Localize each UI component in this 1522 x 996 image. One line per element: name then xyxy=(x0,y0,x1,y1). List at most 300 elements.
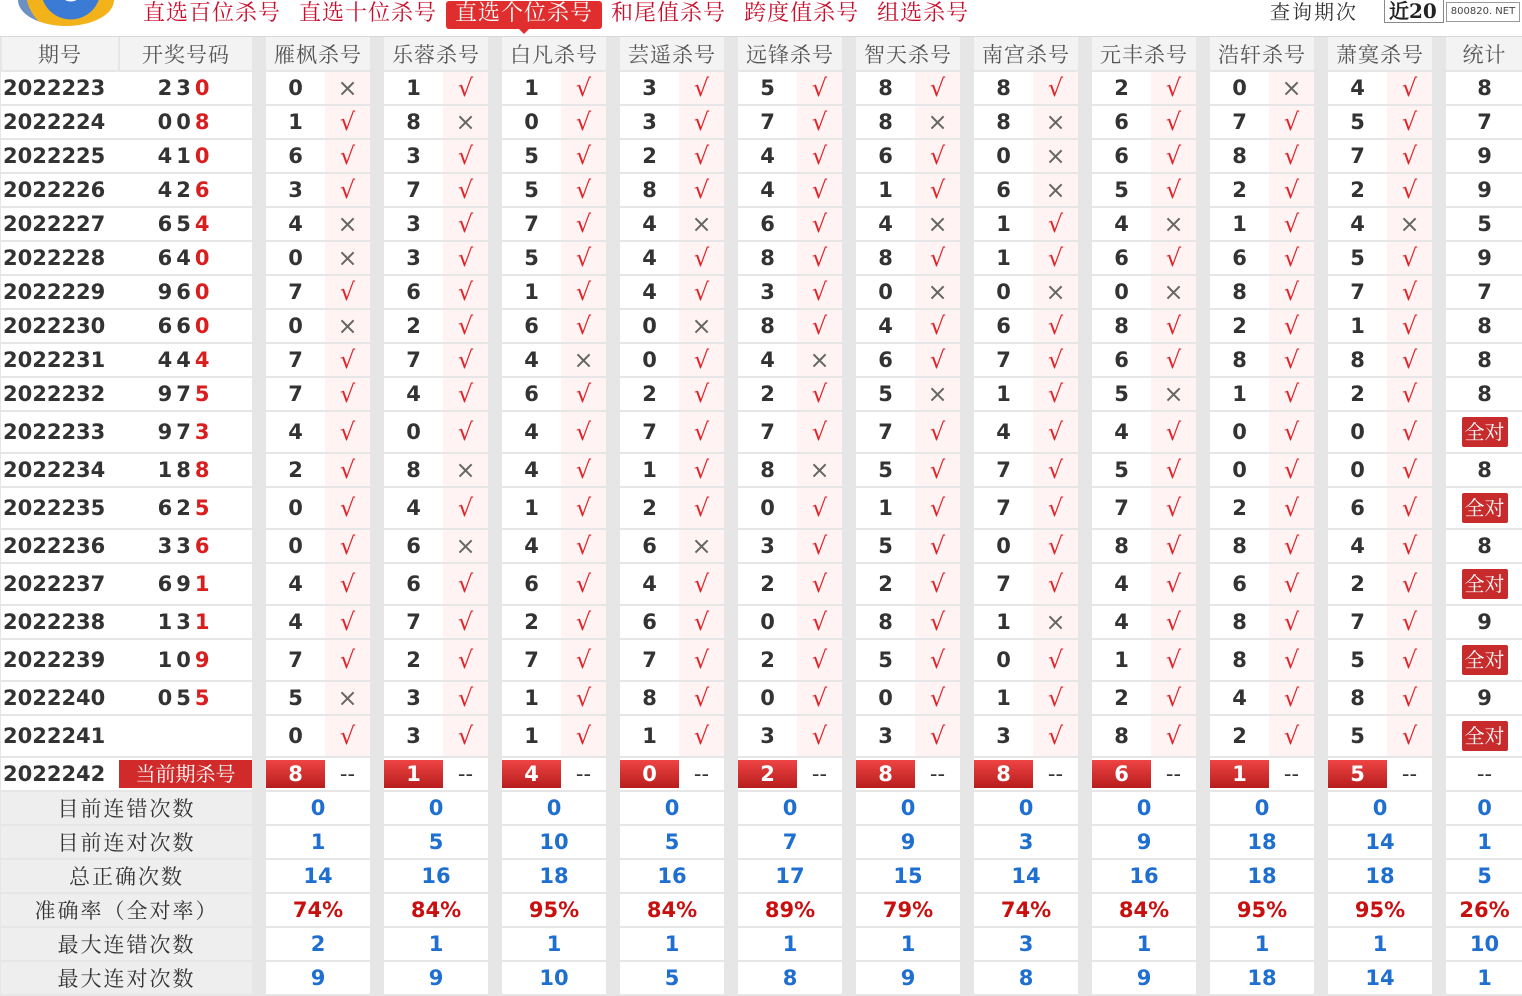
summary-value: 2 xyxy=(259,927,377,961)
kill-number: 3 xyxy=(731,529,797,563)
summary-value: 1 xyxy=(495,927,613,961)
correct-mark: √ xyxy=(1269,563,1321,605)
kill-number-table xyxy=(0,37,1522,996)
kill-number-table-container xyxy=(0,37,1522,996)
correct-mark: √ xyxy=(443,343,495,377)
correct-mark: √ xyxy=(797,487,849,529)
summary-value: 9 xyxy=(259,961,377,995)
correct-mark: √ xyxy=(325,453,377,487)
current-kill-value: 8 xyxy=(974,760,1033,788)
kill-number: 2 xyxy=(1203,173,1269,207)
column-header: 萧寞杀号 xyxy=(1321,37,1439,71)
correct-mark: √ xyxy=(797,411,849,453)
correct-mark: √ xyxy=(443,605,495,639)
column-header: 远锋杀号 xyxy=(731,37,849,71)
kill-number: 7 xyxy=(967,453,1033,487)
correct-mark: √ xyxy=(915,241,967,275)
current-kill-number xyxy=(377,757,443,791)
correct-mark: √ xyxy=(915,639,967,681)
draw-digit: 2 xyxy=(157,76,177,100)
current-kill-number xyxy=(613,757,679,791)
correct-mark: √ xyxy=(1387,173,1439,207)
draw-number-cell xyxy=(119,681,259,715)
current-kill-value: 0 xyxy=(620,760,679,788)
kill-number: 2 xyxy=(1321,173,1387,207)
wrong-mark: × xyxy=(1151,207,1203,241)
correct-mark: √ xyxy=(1151,605,1203,639)
draw-digit: 1 xyxy=(157,610,177,634)
correct-mark: √ xyxy=(1387,411,1439,453)
draw-digit: 3 xyxy=(157,534,177,558)
pending-placeholder: -- xyxy=(1439,757,1522,791)
correct-mark: √ xyxy=(1387,715,1439,757)
summary-value: 5 xyxy=(1439,859,1522,893)
kill-number: 3 xyxy=(377,207,443,241)
correct-mark: √ xyxy=(561,487,613,529)
correct-mark: √ xyxy=(679,105,731,139)
kill-number: 3 xyxy=(613,71,679,105)
pending-placeholder: -- xyxy=(679,757,731,791)
summary-value: 1 xyxy=(1439,961,1522,995)
correct-mark: √ xyxy=(1387,563,1439,605)
stat-cell xyxy=(1439,563,1522,605)
kill-number: 8 xyxy=(849,105,915,139)
correct-mark: √ xyxy=(797,309,849,343)
current-kill-value: 2 xyxy=(738,760,797,788)
wrong-mark: × xyxy=(325,309,377,343)
kill-number: 0 xyxy=(613,309,679,343)
draw-number-cell xyxy=(119,207,259,241)
correct-mark: √ xyxy=(797,71,849,105)
tab-tens-kill[interactable]: 直选十位杀号 xyxy=(299,1,438,26)
summary-value: 10 xyxy=(495,961,613,995)
kill-number: 5 xyxy=(1321,715,1387,757)
draw-number-cell xyxy=(119,139,259,173)
kill-number: 1 xyxy=(613,453,679,487)
kill-number: 4 xyxy=(731,343,797,377)
kill-number: 6 xyxy=(495,563,561,605)
draw-digit: 6 xyxy=(157,212,177,236)
wrong-mark: × xyxy=(797,343,849,377)
wrong-mark: × xyxy=(1151,377,1203,411)
correct-mark: √ xyxy=(797,681,849,715)
correct-mark: √ xyxy=(1269,487,1321,529)
correct-mark: √ xyxy=(561,309,613,343)
table-row xyxy=(1,377,1522,411)
kill-number: 5 xyxy=(1321,241,1387,275)
kill-number: 3 xyxy=(377,139,443,173)
draw-digit: 8 xyxy=(176,458,195,482)
summary-value: 0 xyxy=(1321,791,1439,825)
summary-value: 0 xyxy=(495,791,613,825)
units-digit: 4 xyxy=(194,212,214,236)
correct-mark: √ xyxy=(679,377,731,411)
column-header: 雁枫杀号 xyxy=(259,37,377,71)
kill-number: 7 xyxy=(259,275,325,309)
draw-number-cell xyxy=(119,453,259,487)
units-digit: 8 xyxy=(194,458,214,482)
column-header: 元丰杀号 xyxy=(1085,37,1203,71)
table-row xyxy=(1,411,1522,453)
kill-number: 8 xyxy=(1085,529,1151,563)
correct-mark: √ xyxy=(1151,241,1203,275)
summary-value: 7 xyxy=(731,825,849,859)
kill-number: 7 xyxy=(613,639,679,681)
kill-number: 5 xyxy=(1085,453,1151,487)
column-header: 期号 xyxy=(1,37,119,71)
pending-placeholder: -- xyxy=(325,757,377,791)
draw-digit: 3 xyxy=(176,610,195,634)
kill-number: 3 xyxy=(377,241,443,275)
kill-number: 3 xyxy=(377,715,443,757)
tab-hundreds-kill[interactable]: 直选百位杀号 xyxy=(143,1,282,26)
correct-mark: √ xyxy=(325,139,377,173)
kill-number: 2 xyxy=(259,453,325,487)
units-digit: 6 xyxy=(194,534,214,558)
summary-value: 84% xyxy=(1085,893,1203,927)
correct-mark: √ xyxy=(561,207,613,241)
units-digit: 9 xyxy=(194,648,214,672)
correct-mark: √ xyxy=(1151,71,1203,105)
pending-placeholder: -- xyxy=(1387,757,1439,791)
current-kill-value: 8 xyxy=(856,760,915,788)
current-kill-value: 8 xyxy=(266,760,325,788)
summary-value: 95% xyxy=(1321,893,1439,927)
correct-mark: √ xyxy=(443,71,495,105)
draw-digit: 4 xyxy=(176,348,195,372)
correct-mark: √ xyxy=(679,173,731,207)
summary-value: 74% xyxy=(967,893,1085,927)
correct-mark: √ xyxy=(561,241,613,275)
correct-mark: √ xyxy=(915,487,967,529)
stat-cell xyxy=(1439,487,1522,529)
column-header: 智天杀号 xyxy=(849,37,967,71)
all-correct-badge: 全对 xyxy=(1462,645,1508,675)
correct-mark: √ xyxy=(325,487,377,529)
wrong-mark: × xyxy=(443,529,495,563)
draw-number-cell xyxy=(119,105,259,139)
kill-number: 0 xyxy=(1085,275,1151,309)
kill-number: 0 xyxy=(259,309,325,343)
kill-number: 7 xyxy=(849,411,915,453)
kill-number: 1 xyxy=(495,487,561,529)
kill-number: 8 xyxy=(1203,529,1269,563)
correct-mark: √ xyxy=(797,173,849,207)
kill-number: 8 xyxy=(613,173,679,207)
kill-number: 7 xyxy=(613,411,679,453)
draw-digit: 5 xyxy=(176,686,195,710)
kill-number: 6 xyxy=(1085,343,1151,377)
kill-number: 8 xyxy=(849,241,915,275)
summary-label: 最大连错次数 xyxy=(1,927,259,961)
kill-number: 0 xyxy=(1203,411,1269,453)
summary-value: 84% xyxy=(377,893,495,927)
summary-value: 9 xyxy=(1085,825,1203,859)
recent-periods-select[interactable]: 近20 xyxy=(1384,0,1444,23)
summary-value: 8 xyxy=(967,961,1085,995)
kill-number: 8 xyxy=(967,105,1033,139)
current-kill-number xyxy=(967,757,1033,791)
kill-number: 5 xyxy=(1321,105,1387,139)
correct-mark: √ xyxy=(915,605,967,639)
correct-mark: √ xyxy=(1387,309,1439,343)
correct-mark: √ xyxy=(1151,487,1203,529)
period-cell: 2022225 xyxy=(1,139,119,173)
correct-mark: √ xyxy=(1151,411,1203,453)
top-bar xyxy=(0,0,1522,37)
summary-value: 14 xyxy=(259,859,377,893)
table-row xyxy=(1,309,1522,343)
wrong-mark: × xyxy=(561,343,613,377)
kill-number: 6 xyxy=(495,377,561,411)
current-kill-value: 1 xyxy=(384,760,443,788)
period-cell: 2022232 xyxy=(1,377,119,411)
summary-value: 79% xyxy=(849,893,967,927)
stat-cell: 9 xyxy=(1439,241,1522,275)
kill-number: 8 xyxy=(1321,681,1387,715)
column-header: 开奖号码 xyxy=(119,37,259,71)
tab-span-kill[interactable]: 跨度值杀号 xyxy=(744,1,860,26)
column-header: 白凡杀号 xyxy=(495,37,613,71)
kill-number: 4 xyxy=(731,173,797,207)
kill-number: 5 xyxy=(731,71,797,105)
correct-mark: √ xyxy=(1151,563,1203,605)
summary-value: 15 xyxy=(849,859,967,893)
kill-number: 4 xyxy=(259,563,325,605)
wrong-mark: × xyxy=(1387,207,1439,241)
correct-mark: √ xyxy=(1033,453,1085,487)
kill-number: 0 xyxy=(967,639,1033,681)
draw-digit: 3 xyxy=(176,534,195,558)
summary-value: 16 xyxy=(377,859,495,893)
correct-mark: √ xyxy=(1269,453,1321,487)
kill-number: 0 xyxy=(259,487,325,529)
kill-number: 8 xyxy=(1321,343,1387,377)
kill-number: 2 xyxy=(613,487,679,529)
kill-number: 1 xyxy=(1203,377,1269,411)
correct-mark: √ xyxy=(561,173,613,207)
summary-value: 1 xyxy=(1085,927,1203,961)
correct-mark: √ xyxy=(1033,411,1085,453)
kill-number: 3 xyxy=(731,715,797,757)
kill-number: 7 xyxy=(731,105,797,139)
units-digit: 5 xyxy=(194,686,214,710)
kill-number: 3 xyxy=(731,275,797,309)
wrong-mark: × xyxy=(325,241,377,275)
draw-number-cell xyxy=(119,715,259,757)
summary-value: 9 xyxy=(849,825,967,859)
correct-mark: √ xyxy=(679,605,731,639)
kill-number: 5 xyxy=(495,173,561,207)
kill-number: 7 xyxy=(967,487,1033,529)
draw-digit: 0 xyxy=(176,648,195,672)
correct-mark: √ xyxy=(915,529,967,563)
correct-mark: √ xyxy=(443,715,495,757)
draw-number-cell xyxy=(119,343,259,377)
draw-digit: 3 xyxy=(176,76,195,100)
kill-number: 7 xyxy=(1321,275,1387,309)
draw-digit: 7 xyxy=(176,382,195,406)
draw-digit: 6 xyxy=(157,572,177,596)
summary-label: 总正确次数 xyxy=(1,859,259,893)
wrong-mark: × xyxy=(443,105,495,139)
kill-number: 2 xyxy=(731,377,797,411)
kill-number: 1 xyxy=(967,241,1033,275)
kill-number: 8 xyxy=(613,681,679,715)
correct-mark: √ xyxy=(1033,563,1085,605)
kill-number: 4 xyxy=(495,453,561,487)
kill-number: 1 xyxy=(1321,309,1387,343)
wrong-mark: × xyxy=(1151,275,1203,309)
summary-value: 26% xyxy=(1439,893,1522,927)
summary-label: 最大连对次数 xyxy=(1,961,259,995)
summary-value: 1 xyxy=(1321,927,1439,961)
kill-number: 0 xyxy=(849,681,915,715)
kill-number: 0 xyxy=(967,275,1033,309)
correct-mark: √ xyxy=(915,71,967,105)
summary-label: 目前连对次数 xyxy=(1,825,259,859)
kill-number: 4 xyxy=(613,563,679,605)
summary-value: 9 xyxy=(1085,961,1203,995)
correct-mark: √ xyxy=(797,139,849,173)
draw-digit: 5 xyxy=(176,212,195,236)
draw-digit: 4 xyxy=(157,178,177,202)
kill-number: 0 xyxy=(731,605,797,639)
kill-number: 4 xyxy=(1321,529,1387,563)
correct-mark: √ xyxy=(1269,139,1321,173)
kill-number: 4 xyxy=(377,377,443,411)
period-cell: 2022242 xyxy=(1,757,119,791)
summary-value: 10 xyxy=(1439,927,1522,961)
kill-number: 4 xyxy=(1085,411,1151,453)
wrong-mark: × xyxy=(915,105,967,139)
draw-number-cell xyxy=(119,71,259,105)
units-digit: 4 xyxy=(194,348,214,372)
kill-number: 0 xyxy=(495,105,561,139)
wrong-mark: × xyxy=(797,453,849,487)
correct-mark: √ xyxy=(443,411,495,453)
tab-sum-tail-kill[interactable]: 和尾值杀号 xyxy=(611,1,727,26)
correct-mark: √ xyxy=(915,309,967,343)
correct-mark: √ xyxy=(1269,173,1321,207)
correct-mark: √ xyxy=(1033,71,1085,105)
kill-number: 2 xyxy=(731,639,797,681)
kill-number: 6 xyxy=(731,207,797,241)
correct-mark: √ xyxy=(1151,529,1203,563)
current-kill-number xyxy=(1085,757,1151,791)
kill-number: 7 xyxy=(967,343,1033,377)
stat-cell xyxy=(1439,715,1522,757)
kill-number: 8 xyxy=(1203,343,1269,377)
tab-units-kill[interactable]: 直选个位杀号 xyxy=(446,1,602,29)
table-row xyxy=(1,343,1522,377)
all-correct-badge: 全对 xyxy=(1462,721,1508,751)
current-kill-number xyxy=(1321,757,1387,791)
summary-value: 95% xyxy=(495,893,613,927)
correct-mark: √ xyxy=(797,275,849,309)
correct-mark: √ xyxy=(325,377,377,411)
correct-mark: √ xyxy=(797,207,849,241)
draw-digit: 6 xyxy=(176,280,195,304)
correct-mark: √ xyxy=(1269,309,1321,343)
units-digit: 1 xyxy=(194,572,214,596)
kill-number: 1 xyxy=(259,105,325,139)
units-digit: 0 xyxy=(194,314,214,338)
correct-mark: √ xyxy=(1033,343,1085,377)
kill-number: 7 xyxy=(1321,605,1387,639)
kill-type-tabs xyxy=(134,0,978,30)
kill-number: 2 xyxy=(1085,681,1151,715)
stat-cell: 8 xyxy=(1439,343,1522,377)
column-header: 浩轩杀号 xyxy=(1203,37,1321,71)
kill-number: 4 xyxy=(259,207,325,241)
summary-value: 1 xyxy=(1203,927,1321,961)
kill-number: 5 xyxy=(1085,173,1151,207)
kill-number: 4 xyxy=(1085,563,1151,605)
summary-value: 1 xyxy=(849,927,967,961)
kill-number: 8 xyxy=(849,71,915,105)
column-header: 南宫杀号 xyxy=(967,37,1085,71)
kill-number: 1 xyxy=(967,681,1033,715)
kill-number: 2 xyxy=(1321,377,1387,411)
kill-number: 7 xyxy=(377,173,443,207)
kill-number: 8 xyxy=(1085,715,1151,757)
period-cell: 2022223 xyxy=(1,71,119,105)
draw-number-cell xyxy=(119,309,259,343)
kill-number: 7 xyxy=(731,411,797,453)
kill-number: 3 xyxy=(259,173,325,207)
correct-mark: √ xyxy=(325,639,377,681)
draw-number-cell xyxy=(119,487,259,529)
current-kill-value: 1 xyxy=(1210,760,1269,788)
units-digit: 0 xyxy=(194,76,214,100)
stat-cell: 5 xyxy=(1439,207,1522,241)
kill-number: 6 xyxy=(377,529,443,563)
units-digit: 0 xyxy=(194,144,214,168)
wrong-mark: × xyxy=(679,529,731,563)
kill-number: 0 xyxy=(259,241,325,275)
period-cell: 2022229 xyxy=(1,275,119,309)
period-cell: 2022226 xyxy=(1,173,119,207)
period-cell: 2022234 xyxy=(1,453,119,487)
kill-number: 8 xyxy=(967,71,1033,105)
table-body xyxy=(1,71,1522,995)
correct-mark: √ xyxy=(1033,681,1085,715)
summary-value: 18 xyxy=(1203,961,1321,995)
kill-number: 1 xyxy=(967,207,1033,241)
correct-mark: √ xyxy=(1151,715,1203,757)
tab-group-kill[interactable]: 组选杀号 xyxy=(877,1,970,26)
kill-number: 6 xyxy=(259,139,325,173)
column-header: 芸遥杀号 xyxy=(613,37,731,71)
units-digit: 3 xyxy=(194,420,214,444)
summary-label: 目前连错次数 xyxy=(1,791,259,825)
correct-mark: √ xyxy=(1269,241,1321,275)
table-row xyxy=(1,487,1522,529)
current-kill-number xyxy=(1203,757,1269,791)
draw-number-cell xyxy=(119,241,259,275)
correct-mark: √ xyxy=(443,377,495,411)
correct-mark: √ xyxy=(325,173,377,207)
correct-mark: √ xyxy=(1033,715,1085,757)
pending-placeholder: -- xyxy=(443,757,495,791)
draw-digit: 9 xyxy=(157,382,177,406)
kill-number: 0 xyxy=(1203,71,1269,105)
correct-mark: √ xyxy=(1269,343,1321,377)
kill-number: 1 xyxy=(495,715,561,757)
draw-digit: 4 xyxy=(176,246,195,270)
kill-number: 8 xyxy=(1203,605,1269,639)
